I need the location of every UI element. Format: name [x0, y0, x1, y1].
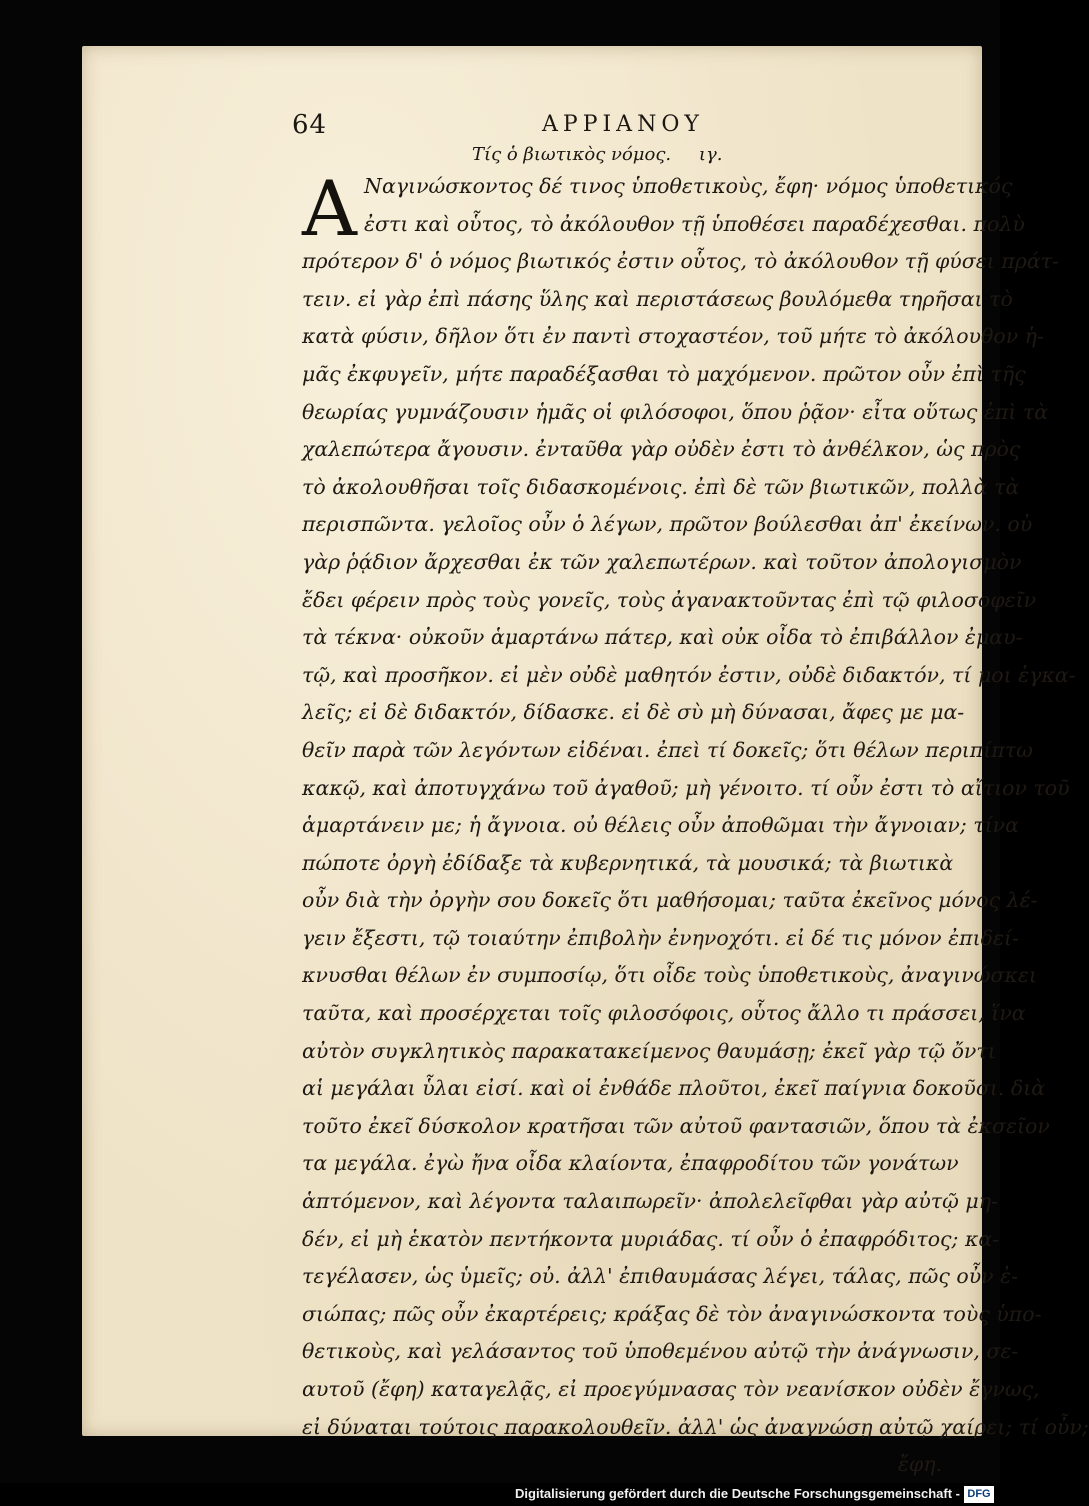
text-line: περισπῶντα. γελοῖος οὖν ὁ λέγων, πρῶτον βούλεσθαι ἀπ' ἐκείνων. οὐ: [302, 512, 1033, 537]
text-line: οὖν διὰ τὴν ὀργὴν σου δοκεῖς ὅτι μαθήσομαι; ταῦτα ἐκεῖνος μόνος λέ-: [302, 888, 1038, 913]
text-line: δέν, εἰ μὴ ἑκατὸν πεντήκοντα μυριάδας. τί οὖν ὁ ἐπαφρόδιτος; κα-: [302, 1226, 1000, 1251]
page-number: 64: [292, 110, 328, 140]
chapter-number: ιγ.: [698, 144, 723, 165]
text-line: χαλεπώτερα ἄγουσιν. ἐνταῦθα γὰρ οὐδὲν ἐστι τὸ ἀνθέλκον, ὡς πρὸς: [302, 437, 1021, 462]
text-line: ἐστι καὶ οὗτος, τὸ ἀκόλουθον τῇ ὑποθέσει παραδέχεσθαι. πολὺ: [364, 211, 1025, 236]
text-line: ταῦτα, καὶ προσέρχεται τοῖς φιλοσόφοις, οὗτος ἄλλο τι πράσσει, ἵνα: [302, 1001, 1026, 1026]
text-line: τὸ ἀκολουθῆσαι τοῖς διδασκομένοις. ἐπὶ δὲ τῶν βιωτικῶν, πολλὰ τὰ: [302, 474, 1020, 499]
text-line: μᾶς ἐκφυγεῖν, μήτε παραδέξασθαι τὸ μαχόμενον. πρῶτον οὖν ἐπὶ τῆς: [302, 361, 1026, 386]
text-line: αυτοῦ (ἔφη) καταγελᾷς, εἰ προεγύμνασας τὸν νεανίσκον οὐδὲν ἔγνως,: [302, 1377, 1040, 1401]
text-line: κατὰ φύσιν, δῆλον ὅτι ἐν παντὶ στοχαστέον, τοῦ μήτε τὸ ἀκόλουθον ἡ-: [302, 324, 1044, 349]
footer-text: Digitalisierung gefördert durch die Deutsche Forschungsgemeinschaft -: [515, 1486, 960, 1501]
text-line: αὐτὸν συγκλητικὸς παρακατακείμενος θαυμάσῃ; ἐκεῖ γὰρ τῷ ὄντι: [302, 1038, 996, 1063]
text-line: γὰρ ῥᾴδιον ἄρχεσθαι ἐκ τῶν χαλεπωτέρων. καὶ τοῦτον ἀπολογισμὸν: [302, 549, 1022, 574]
text-line: ἁπτόμενον, καὶ λέγοντα ταλαιπωρεῖν· ἀπολελεῖφθαι γὰρ αὐτῷ μη-: [302, 1189, 998, 1214]
text-line: τεγέλασεν, ὡς ὑμεῖς; οὐ. ἀλλ' ἐπιθαυμάσας λέγει, τάλας, πῶς οὖν ἐ-: [302, 1264, 1019, 1289]
text-line: θεῖν παρὰ τῶν λεγόντων εἰδέναι. ἐπεὶ τί δοκεῖς; ὅτι θέλων περιπίπτω: [302, 737, 1033, 762]
drop-cap: Α: [302, 164, 357, 253]
dfg-logo: DFG: [964, 1486, 994, 1503]
text-line: κνυσθαι θέλων ἐν συμποσίῳ, ὅτι οἶδε τοὺς ὑποθετικοὺς, ἀναγινώσκει: [302, 963, 1037, 988]
text-line: ἔφη.: [897, 1452, 942, 1477]
text-line: ἁμαρτάνειν με; ἡ ἄγνοια. οὐ θέλεις οὖν ἀποθῶμαι τὴν ἄγνοιαν; τίνα: [302, 813, 1019, 838]
text-line: εἰ δύναται τούτοις παρακολουθεῖν. ἀλλ' ὡς ἀναγνώσῃ αὐτῷ χαίρει; τί οὖν;: [302, 1414, 1089, 1439]
text-block: [302, 164, 1089, 1484]
text-line: θετικοὺς, καὶ γελάσαντος τοῦ ὑποθεμένου αὐτῷ τὴν ἀνάγνωσιν, σε-: [302, 1339, 1019, 1364]
text-line: σιώπας; πῶς οὖν ἐκαρτέρεις; κράξας δὲ τὸν ἀναγινώσκοντα τοὺς ὑπο-: [302, 1301, 1042, 1326]
page-header: ΑΡΡΙΑΝΟΥ: [542, 112, 704, 137]
text-line: θεωρίας γυμνάζουσιν ἡμᾶς οἱ φιλόσοφοι, ὅπου ῥᾷον· εἶτα οὕτως ἐπὶ τὰ: [302, 399, 1049, 424]
chapter-title: Τίς ὁ βιωτικὸς νόμος.: [472, 144, 672, 165]
text-line: τειν. εἰ γὰρ ἐπὶ πάσης ὕλης καὶ περιστάσεως βουλόμεθα τηρῆσαι τὸ: [302, 286, 1013, 311]
text-line: πρότερον δ' ὁ νόμος βιωτικός ἐστιν οὗτος, τὸ ἀκόλουθον τῇ φύσει πράτ-: [302, 249, 1059, 274]
text-line: λεῖς; εἰ δὲ διδακτόν, δίδασκε. εἰ δὲ σὺ μὴ δύνασαι, ἄφες με μα-: [302, 700, 965, 725]
text-line: κακῷ, καὶ ἀποτυγχάνω τοῦ ἀγαθοῦ; μὴ γένοιτο. τί οὖν ἐστι τὸ αἴτιον τοῦ: [302, 775, 1070, 800]
chapter-heading: [472, 144, 722, 165]
text-line: τοῦτο ἐκεῖ δύσκολον κρατῆσαι τῶν αὐτοῦ φαντασιῶν, ὅπου τὰ ἐκσεῖον: [302, 1113, 1050, 1138]
text-line: τῷ, καὶ προσῆκον. εἰ μὲν οὐδὲ μαθητόν ἐστιν, οὐδὲ διδακτόν, τί μοι ἐγκα-: [302, 662, 1076, 687]
text-line: αἱ μεγάλαι ὗλαι εἰσί. καὶ οἱ ἐνθάδε πλοῦτοι, ἐκεῖ παίγνια δοκοῦσι. διὰ: [302, 1076, 1046, 1101]
text-line: ἔδει φέρειν πρὸς τοὺς γονεῖς, τοὺς ἀγανακτοῦντας ἐπὶ τῷ φιλοσοφεῖν: [302, 587, 1037, 612]
text-line: Ναγινώσκοντος δέ τινος ὑποθετικοὺς, ἔφη· νόμος ὑποθετικός: [364, 174, 1013, 198]
text-line: τὰ τέκνα· οὐκοῦν ἁμαρτάνω πάτερ, καὶ οὐκ οἶδα τὸ ἐπιβάλλον ἐμαυ-: [302, 625, 1023, 650]
text-line: πώποτε ὀργὴ ἐδίδαξε τὰ κυβερνητικά, τὰ μουσικά; τὰ βιωτικὰ: [302, 850, 954, 875]
text-line: γειν ἔξεστι, τῷ τοιαύτην ἐπιβολὴν ἐνηνοχότι. εἰ δέ τις μόνον ἐπιδεί-: [302, 925, 1019, 950]
book-page: [82, 46, 1089, 1477]
text-line: τα μεγάλα. ἐγὼ ἤνα οἶδα κλαίοντα, ἐπαφροδίτου τῶν γονάτων: [302, 1151, 959, 1176]
footer-bar: [0, 1483, 1000, 1506]
